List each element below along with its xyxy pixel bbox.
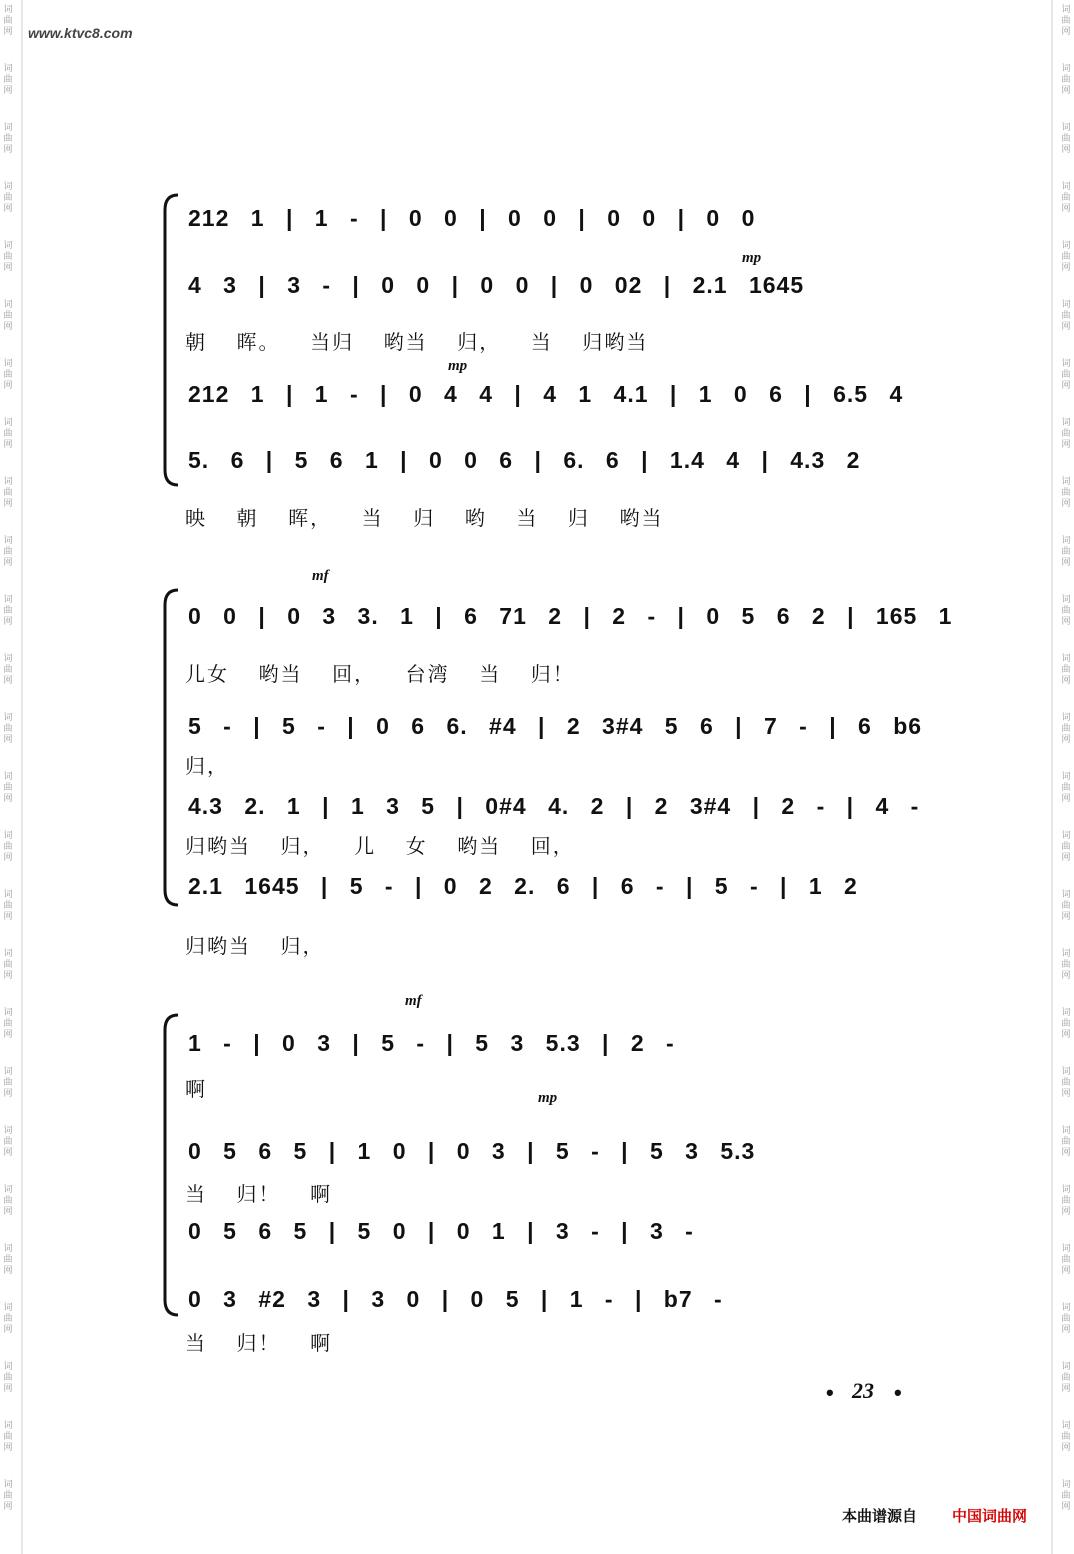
side-watermark-group: 词 曲 网 [1061,948,1071,980]
side-watermark-group: 词 曲 网 [1061,1007,1071,1039]
side-watermark-group: 词 曲 网 [1061,1243,1071,1275]
notation-row: 5. 6 | 5 6 1 | 0 0 6 | 6. 6 | 1.4 4 | 4.3 2 [188,447,861,473]
side-watermark-group: 词 曲 网 [3,1361,13,1393]
side-watermark-group: 词 曲 网 [3,948,13,980]
dynamic-marking: mp [538,1090,558,1106]
side-watermark-group: 词 曲 网 [3,889,13,921]
side-watermark-group: 词 曲 网 [1061,63,1071,95]
dynamic-marking: mf [405,993,422,1009]
lyric-line: 归， [185,756,229,778]
side-watermark-group: 词 曲 网 [3,4,13,36]
notation-row: 2.1 1645 | 5 - | 0 2 2. 6 | 6 - | 5 - | 1 2 [188,873,858,899]
notation-row: 0 3 #2 3 | 3 0 | 0 5 | 1 - | b7 - [188,1286,723,1312]
lyric-line: 映 朝 晖， 当 归 哟 当 归 哟当 [185,508,664,530]
notation-row: 212 1 | 1 - | 0 4 4 | 4 1 4.1 | 1 0 6 | 6.5 4 [188,381,904,407]
lyric-line: 归哟当 归， [185,936,325,958]
side-watermark-group: 词 曲 网 [3,63,13,95]
side-watermark-group: 词 曲 网 [1061,240,1071,272]
notation-row: 5 - | 5 - | 0 6 6. #4 | 2 3#4 5 6 | 7 - | 6 b6 [188,713,923,739]
side-watermark-group: 词 曲 网 [1061,122,1071,154]
side-watermark-group: 词 曲 网 [1061,1125,1071,1157]
side-watermark-group: 词 曲 网 [1061,771,1071,803]
side-watermark-group: 词 曲 网 [1061,1479,1071,1511]
side-watermark-group: 词 曲 网 [1061,1361,1071,1393]
side-watermark-group: 词 曲 网 [3,1479,13,1511]
side-watermark-group: 词 曲 网 [1061,476,1071,508]
dynamic-marking: mp [742,250,762,266]
side-watermark-group: 词 曲 网 [1061,712,1071,744]
page-number: 23 [852,1378,874,1403]
side-watermark-group: 词 曲 网 [1061,358,1071,390]
side-watermark-group: 词 曲 网 [3,417,13,449]
side-watermark-group: 词 曲 网 [3,771,13,803]
notation-row: 212 1 | 1 - | 0 0 | 0 0 | 0 0 | 0 0 [188,205,756,231]
side-watermark-group: 词 曲 网 [1061,299,1071,331]
side-watermark-group: 词 曲 网 [3,1420,13,1452]
notation-row: 1 - | 0 3 | 5 - | 5 3 5.3 | 2 - [188,1030,675,1056]
footer-site-link[interactable]: 中国词曲网 [952,1508,1028,1525]
side-watermark-group: 词 曲 网 [3,358,13,390]
side-watermark-group: 词 曲 网 [3,181,13,213]
lyric-line: 归哟当 归， 儿 女 哟当 回， [185,836,575,858]
watermark: www.ktvc8.com [28,25,133,41]
side-watermark-group: 词 曲 网 [3,535,13,567]
side-watermark-group: 词 曲 网 [1061,830,1071,862]
side-watermark-group: 词 曲 网 [3,299,13,331]
side-watermark-group: 词 曲 网 [3,1302,13,1334]
side-watermark-group: 词 曲 网 [3,240,13,272]
side-watermark-group: 词 曲 网 [1061,594,1071,626]
side-watermark-group: 词 曲 网 [1061,4,1071,36]
side-watermark-group: 词 曲 网 [3,653,13,685]
notation-row: 0 5 6 5 | 5 0 | 0 1 | 3 - | 3 - [188,1218,694,1244]
side-watermark-group: 词 曲 网 [1061,1420,1071,1452]
side-watermark-group: 词 曲 网 [3,1184,13,1216]
side-watermark-group: 词 曲 网 [1061,653,1071,685]
side-watermark-group: 词 曲 网 [3,122,13,154]
side-watermark-group: 词 曲 网 [1061,889,1071,921]
dynamic-marking: mf [312,568,329,584]
side-watermark-group: 词 曲 网 [3,830,13,862]
side-watermark-group: 词 曲 网 [1061,1066,1071,1098]
notation-row: 4.3 2. 1 | 1 3 5 | 0#4 4. 2 | 2 3#4 | 2 - | 4 - [188,793,920,819]
notation-row: 0 0 | 0 3 3. 1 | 6 71 2 | 2 - | 0 5 6 2 | 165 1 [188,603,953,629]
side-watermark-group: 词 曲 网 [3,1243,13,1275]
side-watermark-group: 词 曲 网 [3,594,13,626]
lyric-line: 当 归！ 啊 [185,1184,333,1206]
side-watermark-group: 词 曲 网 [3,1007,13,1039]
side-watermark-group: 词 曲 网 [3,1125,13,1157]
side-watermark-group: 词 曲 网 [3,712,13,744]
page-number-dot-left: • [826,1380,834,1405]
lyric-line: 当 归！ 啊 [185,1333,333,1355]
side-watermark-group: 词 曲 网 [1061,535,1071,567]
dynamic-marking: mp [448,358,468,374]
side-watermark-group: 词 曲 网 [1061,1302,1071,1334]
lyric-line: 朝 晖。 当归 哟当 归， 当 归哟当 [185,332,649,354]
page-number-dot-right: • [894,1380,902,1405]
side-watermark-group: 词 曲 网 [3,476,13,508]
side-watermark-group: 词 曲 网 [3,1066,13,1098]
lyric-line: 儿女 哟当 回， 台湾 当 归！ [185,664,575,686]
footer-label: 本曲谱源自 [842,1508,918,1525]
notation-row: 4 3 | 3 - | 0 0 | 0 0 | 0 02 | 2.1 1645 [188,272,805,298]
notation-row: 0 5 6 5 | 1 0 | 0 3 | 5 - | 5 3 5.3 [188,1138,756,1164]
side-watermark-group: 词 曲 网 [1061,1184,1071,1216]
side-watermark-group: 词 曲 网 [1061,417,1071,449]
side-watermark-group: 词 曲 网 [1061,181,1071,213]
lyric-line: 啊 [185,1079,207,1101]
